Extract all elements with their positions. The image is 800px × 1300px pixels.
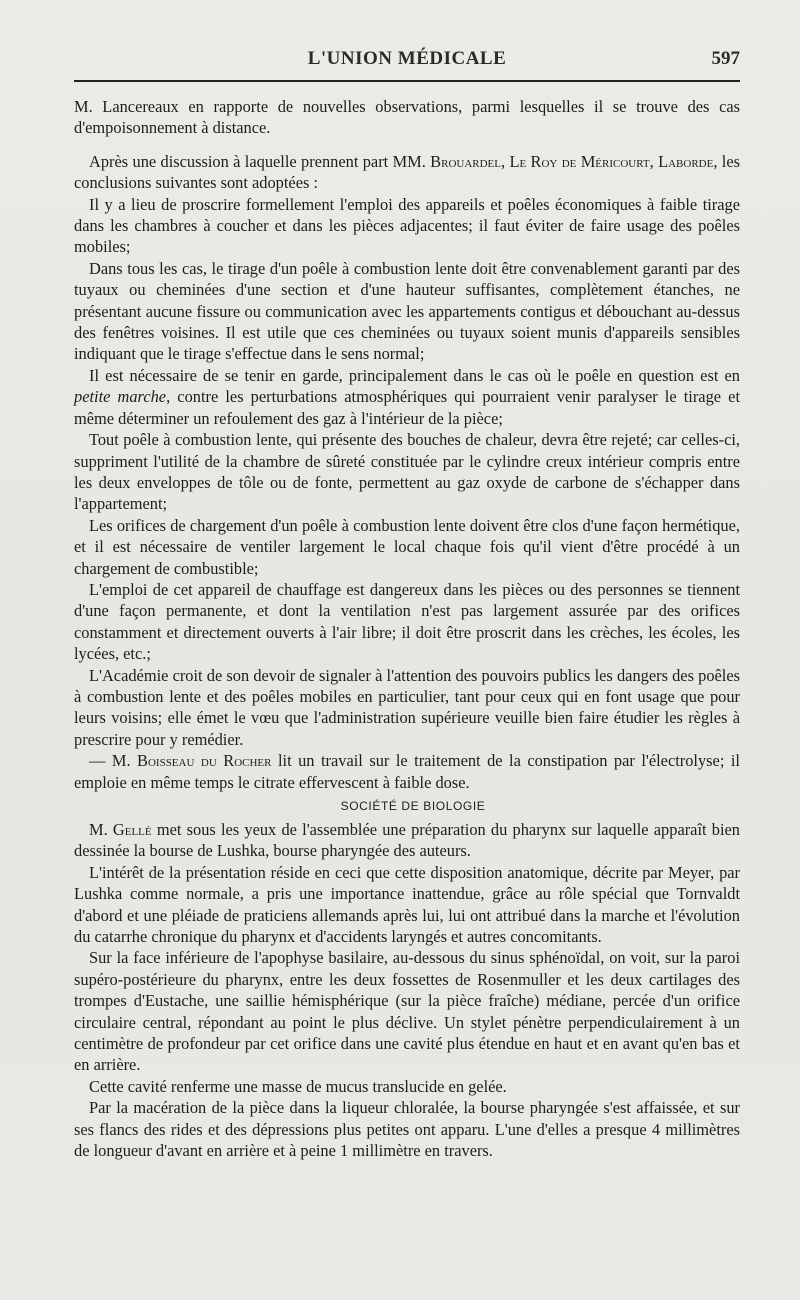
paragraph-text: Les orifices de chargement d'un poêle à combustion lente doivent être clos d'une façon hermétique, et il est nécessaire de ventiler largement le local chaque fois qu'il vient d'être procédé à un chargement de combustible; bbox=[74, 515, 740, 578]
paragraph bbox=[74, 429, 740, 515]
speaker-names: Brouardel, Le Roy de Méricourt, Laborde bbox=[430, 151, 714, 171]
page-header bbox=[74, 44, 740, 84]
header-rule bbox=[74, 80, 740, 82]
paragraph-text: Par la macération de la pièce dans la liqueur chloralée, la bourse pharyngée s'est affaissée, et sur ses flancs des rides et des dépressions plus petites ont apparu. L'une d'elles a presque 4 millimètres de longueur d'avant en arrière et à peine 1 millimètre en travers. bbox=[74, 1098, 740, 1161]
paragraph bbox=[74, 194, 740, 258]
paragraph bbox=[74, 258, 740, 365]
paragraph-text: L'Académie croit de son devoir de signaler à l'attention des pouvoirs publics les dangers des poêles à combustion lente et des poêles mobiles en particulier, tant pour ceux qui en font usage que pour leurs voisins; elle émet le vœu que l'administration supérieure veuille bien faire étudier les règles à prescrire pour y remédier. bbox=[74, 665, 740, 749]
paragraph bbox=[74, 1097, 740, 1161]
paragraph-text: M. bbox=[89, 820, 108, 839]
paragraph-text: Tout poêle à combustion lente, qui présente des bouches de chaleur, devra être rejeté; car celles-ci, suppriment l'utilité de la chambre de sûreté constituée par le cylindre creux intérieur compris entre les deux enveloppes de tôle ou de fonte, permettent au gaz oxyde de carbone de s'échapper dans l'appartement; bbox=[74, 430, 740, 514]
speaker-name: Gellé bbox=[112, 820, 152, 839]
paragraph-text: — M. bbox=[89, 751, 131, 771]
page-number: 597 bbox=[711, 48, 740, 69]
paragraph bbox=[74, 947, 740, 1075]
paragraph-text: , les conclusions suivantes sont adoptées : bbox=[74, 151, 740, 193]
section-heading: SOCIÉTÉ DE BIOLOGIE bbox=[340, 799, 486, 813]
journal-title: L'UNION MÉDICALE bbox=[307, 48, 507, 69]
speaker-name: Boisseau du Rocher bbox=[137, 751, 272, 771]
paragraph-text: L'emploi de cet appareil de chauffage est dangereux dans les pièces ou des personnes se tiennent d'une façon permanente, et dont la ventilation n'est pas largement assurée par des orifices constamment et directement ouverts à l'air libre; il doit être proscrit dans les crèches, les écoles, les lycées, etc.; bbox=[74, 579, 740, 664]
paragraph bbox=[74, 665, 740, 751]
paragraph-text: Il y a lieu de proscrire formellement l'emploi des appareils et poêles économiques à faible tirage dans les chambres à coucher et dans les pièces adjacentes; il faut éviter de faire usage des poêles mobiles; bbox=[74, 194, 740, 257]
paragraph bbox=[74, 1076, 740, 1097]
paragraph bbox=[74, 96, 740, 139]
paragraph-text: met sous les yeux de l'assemblée une préparation du pharynx sur laquelle apparaît bien dessinée la bourse de Lushka, bourse pharyngée des auteurs. bbox=[74, 820, 740, 861]
paragraph-text: M. Lancereaux en rapporte de nouvelles observations, parmi lesquelles il se trouve des cas d'empoisonnement à distance. bbox=[74, 97, 740, 138]
paragraph bbox=[74, 819, 740, 862]
paragraph-text: L'intérêt de la présentation réside en ceci que cette disposition anatomique, décrite par Meyer, par Lushka comme normale, a pris une importance inattendue, grâce au rôle spécial que Tornvaldt d'abord et une pléiade de praticiens allemands après lui, lui ont attribué dans la marche et l'évolution du catarrhe chronique du pharynx et d'accidents laryngés et autres concomitants. bbox=[74, 862, 740, 947]
paragraph-text: lit un travail sur le traitement de la constipation par l'électrolyse; il emploie en même temps le citrate effervescent à faible dose. bbox=[74, 751, 740, 792]
paragraph bbox=[74, 151, 740, 194]
paragraph-text: , contre les perturbations atmosphériques qui pourraient venir paralyser le tirage et même déterminer un refoulement des gaz à l'intérieur de la pièce; bbox=[74, 387, 740, 428]
paragraph-text: Après une discussion à laquelle prennent part MM. bbox=[89, 151, 426, 171]
paragraph bbox=[74, 579, 740, 665]
paragraph bbox=[74, 515, 740, 579]
body-text bbox=[74, 96, 740, 1162]
italic-phrase: petite marche bbox=[74, 387, 167, 407]
paragraph-text: Cette cavité renferme une masse de mucus translucide en gelée. bbox=[89, 1076, 507, 1096]
paragraph-text: Dans tous les cas, le tirage d'un poêle à combustion lente doit être convenablement garanti par des tuyaux ou cheminées d'une section et d'une hauteur suffisantes, complètement étanches, ne présentant aucune fissure ou communication avec les appartements contigus et débouchant au-dessus des fenêtres voisines. Il est utile que ces cheminées ou tuyaux soient munis d'appareils sensibles indiquant que le tirage s'effectue dans le sens normal; bbox=[74, 258, 740, 364]
paragraph-text: Sur la face inférieure de l'apophyse basilaire, au-dessous du sinus sphénoïdal, on voit, sur la paroi supéro-postérieure du pharynx, entre les deux fossettes de Rosenmuller et les deux cartilages des trompes d'Eustache, une saillie hémisphérique (sur la pièce fraîche) médiane, percée d'un orifice circulaire central, répondant au point le plus déclive. Un stylet pénètre perpendiculairement à un centimètre de profondeur par cet orifice dans une cavité plus étendue en haut et en avant qu'en bas et en arrière. bbox=[74, 948, 740, 1075]
paragraph bbox=[74, 750, 740, 793]
paragraph bbox=[74, 365, 740, 429]
paragraph bbox=[74, 862, 740, 948]
paragraph-text: Il est nécessaire de se tenir en garde, principalement dans le cas où le poêle en question est en bbox=[89, 365, 740, 385]
